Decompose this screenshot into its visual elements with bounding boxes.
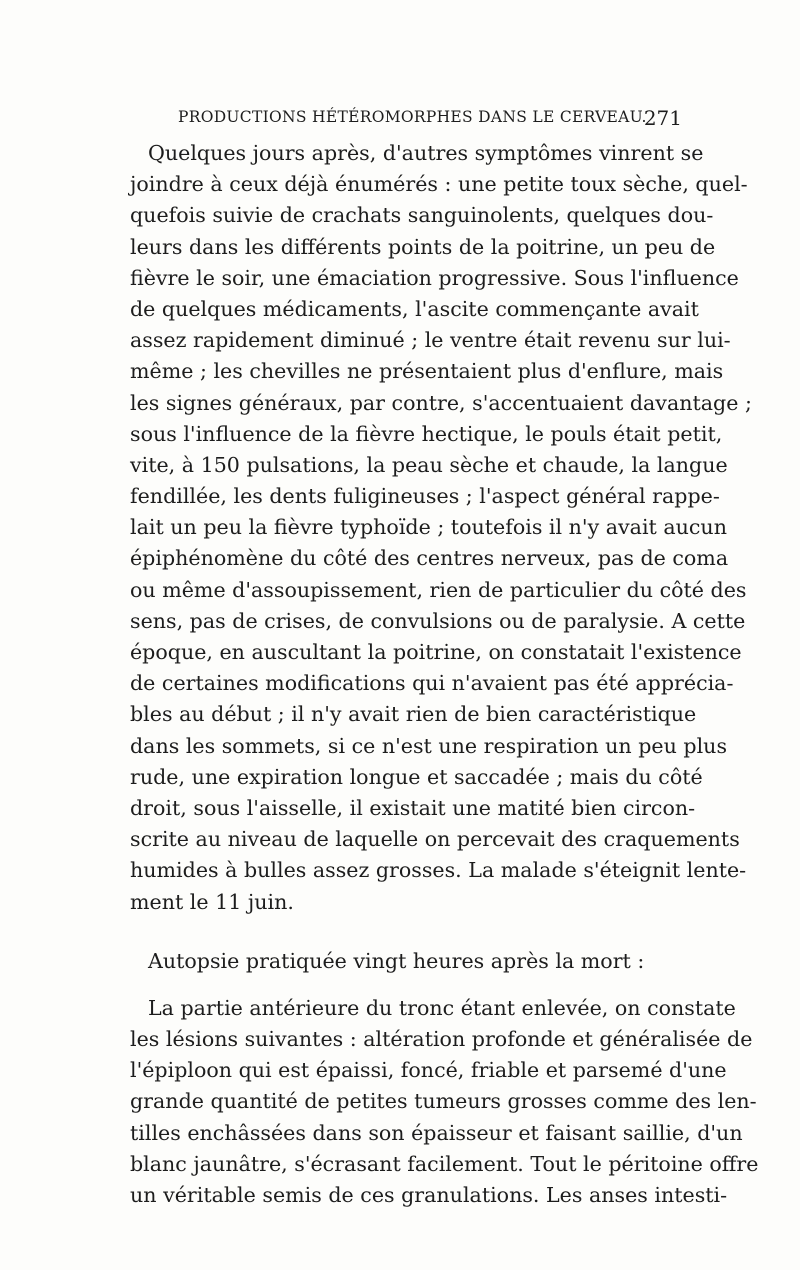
text-line: humides à bulles assez grosses. La malade s'éteignit lente- <box>130 858 747 883</box>
page-header <box>178 106 682 132</box>
text-line: Quelques jours après, d'autres symptômes vinrent se <box>148 141 704 165</box>
text-line: ment le 11 juin. <box>130 889 294 914</box>
text-line: épiphénomène du côté des centres nerveux, pas de coma <box>130 546 729 571</box>
text-line: rude, une expiration longue et saccadée ; mais du côté <box>130 764 703 789</box>
autopsy-heading: Autopsie pratiquée vingt heures après la mort : <box>148 948 645 973</box>
text-line: leurs dans les différents points de la poitrine, un peu de <box>130 234 716 259</box>
text-line: fendillée, les dents fuligineuses ; l'aspect général rappe- <box>130 484 720 509</box>
text-line: sens, pas de crises, de convulsions ou de paralysie. A cette <box>130 608 746 633</box>
text-line: bles au début ; il n'y avait rien de bien caractéristique <box>130 702 697 727</box>
text-line: vite, à 150 pulsations, la peau sèche et chaude, la langue <box>130 452 728 477</box>
text-line: les lésions suivantes : altération profonde et généralisée de <box>130 1027 753 1052</box>
text-line: droit, sous l'aisselle, il existait une matité bien circon- <box>130 795 696 820</box>
section-gap <box>130 918 680 946</box>
text-line: de quelques médicaments, l'ascite commençante avait <box>130 296 699 321</box>
text-line: tilles enchâssées dans son épaisseur et faisant saillie, d'un <box>130 1120 743 1145</box>
text-line: de certaines modifications qui n'avaient pas été apprécia- <box>130 671 734 696</box>
text-line: lait un peu la fièvre typhoïde ; toutefois il n'y avait aucun <box>130 515 727 540</box>
text-line: sous l'influence de la fièvre hectique, le pouls était petit, <box>130 421 723 446</box>
text-line: quefois suivie de crachats sanguinolents, quelques dou- <box>130 203 714 228</box>
text-line: assez rapidement diminué ; le ventre était revenu sur lui- <box>130 328 731 353</box>
paragraph-observation <box>130 138 752 918</box>
page-number: 271 <box>643 106 682 130</box>
text-line: fièvre le soir, une émaciation progressive. Sous l'influence <box>130 265 739 290</box>
text-line: les signes généraux, par contre, s'accentuaient davantage ; <box>130 390 752 415</box>
text-line: blanc jaunâtre, s'écrasant facilement. Tout le péritoine offre <box>130 1151 759 1176</box>
text-line: joindre à ceux déjà énumérés : une petite toux sèche, quel- <box>130 172 748 197</box>
text-line: La partie antérieure du tronc étant enlevée, on constate <box>148 995 736 1020</box>
text-line: l'épiploon qui est épaissi, foncé, friable et parsemé d'une <box>130 1058 727 1083</box>
text-line: un véritable semis de ces granulations. Les anses intesti- <box>130 1183 728 1207</box>
text-line: même ; les chevilles ne présentaient plus d'enflure, mais <box>130 359 724 384</box>
body-text <box>130 138 759 1211</box>
paragraph-autopsy <box>130 993 759 1211</box>
running-title: PRODUCTIONS HÉTÉROMORPHES DANS LE CERVEAU. <box>178 108 647 126</box>
text-line: grande quantité de petites tumeurs grosses comme des len- <box>130 1089 757 1114</box>
text-line: scrite au niveau de laquelle on percevait des craquements <box>130 827 740 852</box>
section-gap <box>130 977 680 993</box>
text-line: époque, en auscultant la poitrine, on constatait l'existence <box>130 640 742 664</box>
text-line: ou même d'assoupissement, rien de particulier du côté des <box>130 577 747 602</box>
text-line: dans les sommets, si ce n'est une respiration un peu plus <box>130 733 728 758</box>
